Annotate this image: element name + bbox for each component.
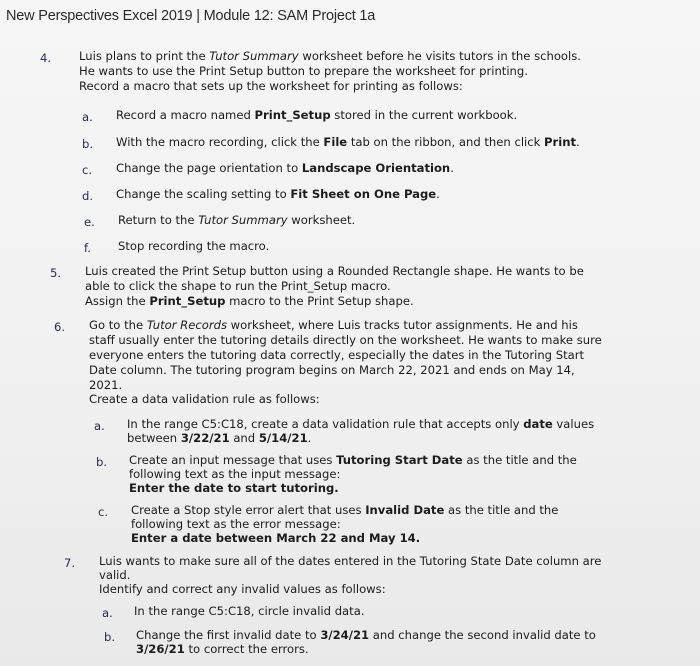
step-text-line: Luis plans to print the Tutor Summary worksheet before he visits tutors in the schools. xyxy=(79,49,581,63)
step-text-line: staff usually enter the tutoring details directly on the worksheet. He wants to make sure xyxy=(89,333,602,347)
substep-text: With the macro recording, click the File tab on the ribbon, and then click Print. xyxy=(116,135,580,149)
substep-letter: f. xyxy=(84,241,91,255)
substep-letter: a. xyxy=(94,419,105,433)
step-text-line: Date column. The tutoring program begins on March 22, 2021 and ends on May 14, xyxy=(89,363,575,377)
substep-text: In the range C5:C18, circle invalid data. xyxy=(134,604,365,618)
substep-text: Stop recording the macro. xyxy=(118,239,270,253)
step-number: 6. xyxy=(54,320,66,334)
substep-letter: a. xyxy=(102,606,113,620)
substep-text: In the range C5:C18, create a data validation rule that accepts only date values xyxy=(127,417,595,431)
substep-text: Create an input message that uses Tutoring Start Date as the title and the xyxy=(129,453,577,467)
substep-text: Change the scaling setting to Fit Sheet on One Page. xyxy=(116,187,440,201)
substep-letter: b. xyxy=(96,455,108,469)
step-text-line: Record a macro that sets up the worksheet for printing as follows: xyxy=(79,79,463,93)
step-text-line: 2021. xyxy=(89,378,123,392)
step-text-line: He wants to use the Print Setup button to prepare the worksheet for printing. xyxy=(79,64,528,78)
substep-text: Record a macro named Print_Setup stored in the current workbook. xyxy=(116,108,518,122)
substep-letter: a. xyxy=(82,110,93,124)
step-text-line: Luis wants to make sure all of the dates entered in the Tutoring State Date column are xyxy=(99,554,602,568)
step-text-line: Assign the Print_Setup macro to the Print Setup shape. xyxy=(85,294,414,308)
substep-text: between 3/22/21 and 5/14/21. xyxy=(127,431,312,445)
step-number: 7. xyxy=(64,556,76,570)
step-text-line: Luis created the Print Setup button using a Rounded Rectangle shape. He wants to be xyxy=(85,264,584,278)
substep-letter: c. xyxy=(98,505,109,519)
substep-text: Enter the date to start tutoring. xyxy=(129,481,339,495)
substep-text: Enter a date between March 22 and May 14. xyxy=(131,531,421,545)
substep-letter: b. xyxy=(82,137,94,151)
substep-text: Create a Stop style error alert that uses Invalid Date as the title and the xyxy=(131,503,559,517)
substep-text: Change the first invalid date to 3/24/21 and change the second invalid date to xyxy=(136,628,596,642)
substep-text: following text as the error message: xyxy=(131,517,341,531)
step-text-line: everyone enters the tutoring data correctly, especially the dates in the Tutoring Start xyxy=(89,348,585,362)
step-number: 4. xyxy=(40,51,52,65)
substep-letter: b. xyxy=(104,630,116,644)
step-text-line: valid. xyxy=(99,568,131,582)
page-header: New Perspectives Excel 2019 | Module 12: SAM Project 1a xyxy=(6,8,376,24)
substep-text: following text as the input message: xyxy=(129,467,341,481)
step-number: 5. xyxy=(50,266,62,280)
substep-letter: e. xyxy=(84,215,95,229)
step-text-line: Go to the Tutor Records worksheet, where Luis tracks tutor assignments. He and his xyxy=(89,318,578,332)
step-text-line: Identify and correct any invalid values as follows: xyxy=(99,582,386,596)
substep-text: 3/26/21 to correct the errors. xyxy=(136,642,309,656)
substep-letter: c. xyxy=(82,163,93,177)
step-text-line: Create a data validation rule as follows: xyxy=(89,392,320,406)
step-text-line: able to click the shape to run the Print_Setup macro. xyxy=(85,279,391,293)
substep-text: Return to the Tutor Summary worksheet. xyxy=(118,213,356,227)
substep-letter: d. xyxy=(82,189,94,203)
substep-text: Change the page orientation to Landscape Orientation. xyxy=(116,161,454,175)
